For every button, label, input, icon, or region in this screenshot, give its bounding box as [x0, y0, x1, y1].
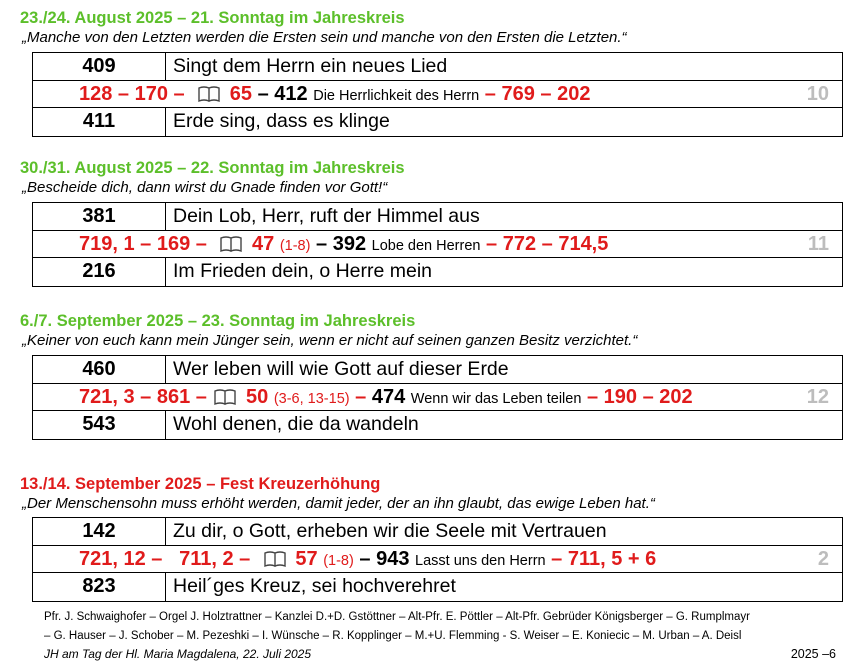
section-heading: 23./24. August 2025 – 21. Sonntag im Jahreskreis — [20, 9, 405, 27]
section-heading: 6./7. September 2025 – 23. Sonntag im Jahreskreis — [20, 312, 416, 330]
sequence-post: – 711, 5 + 6 — [551, 547, 657, 570]
page-number: 2025 –6 — [790, 647, 836, 661]
psalm-number: 65 — [229, 82, 253, 105]
credits — [44, 608, 844, 646]
open-book-icon — [198, 83, 220, 110]
section-quote: „Manche von den Letzten werden die Ersten sein und manche von den Ersten die Letzten.“ — [22, 29, 627, 46]
song-number: 543 — [33, 411, 166, 439]
song-title: Singt dem Herrn ein neues Lied — [173, 55, 448, 77]
week-number: 10 — [806, 82, 829, 105]
week-number: 11 — [807, 232, 829, 255]
main-song-title: Wenn wir das Leben teilen — [410, 390, 582, 407]
song-sequence — [79, 546, 656, 575]
song-number: 216 — [33, 258, 166, 286]
footer-author-date: JH am Tag der Hl. Maria Magdalena, 22. Juli 2025 — [44, 647, 312, 661]
table-row — [33, 108, 842, 136]
section-quote: „Der Menschensohn muss erhöht werden, damit jeder, der an ihn glaubt, das ewige Leben hat.“ — [22, 495, 655, 512]
sequence-post: – 190 – 202 — [586, 385, 693, 408]
open-book-icon — [214, 386, 236, 413]
song-number: 381 — [33, 203, 166, 230]
sequence-dash: – — [257, 82, 269, 105]
week-number: 2 — [817, 547, 829, 570]
section-2 — [20, 158, 850, 197]
table-row — [33, 518, 842, 546]
sequence-post: – 769 – 202 — [484, 82, 591, 105]
song-title: Wohl denen, die da wandeln — [173, 413, 419, 435]
song-number: 460 — [33, 356, 166, 383]
psalm-number: 57 — [295, 547, 318, 570]
sequence-dash: – — [316, 232, 328, 255]
sequence-pre: 721, 12 – 711, 2 – — [79, 547, 251, 570]
sequence-post: – 772 – 714,5 — [486, 232, 609, 255]
song-table-2 — [32, 202, 843, 287]
credits-line-2: – G. Hauser – J. Schober – M. Pezeshki – I. Wünsche – R. Kopplinger – M.+U. Flemming - S. Weiser – E. Koniecic – M. Urban – A. Deisl — [44, 630, 742, 642]
table-row — [33, 203, 842, 231]
table-row — [33, 546, 842, 574]
open-book-icon — [220, 233, 242, 260]
main-song-title: Lasst uns den Herrn — [415, 552, 546, 569]
week-number: 12 — [806, 385, 829, 408]
main-song-number: 474 — [371, 385, 406, 408]
section-heading: 30./31. August 2025 – 22. Sonntag im Jahreskreis — [20, 159, 405, 177]
sequence-dash: – — [359, 547, 371, 570]
section-3 — [20, 311, 850, 350]
song-title: Heil´ges Kreuz, sei hochverehret — [173, 575, 456, 597]
sequence-pre: 128 – 170 – — [79, 82, 185, 105]
psalm-number: 47 — [252, 232, 275, 255]
psalm-verses: (3-6, 13-15) — [273, 390, 350, 407]
psalm-number: 50 — [246, 385, 269, 408]
main-song-number: 392 — [332, 232, 367, 255]
sequence-pre: 719, 1 – 169 – — [79, 232, 207, 255]
sequence-dash: – — [355, 385, 367, 408]
song-title: Dein Lob, Herr, ruft der Himmel aus — [173, 205, 480, 227]
main-song-title: Die Herrlichkeit des Herrn — [313, 87, 480, 104]
table-row — [33, 384, 842, 412]
song-sequence — [79, 81, 590, 110]
main-song-number: 943 — [376, 547, 410, 570]
section-quote: „Keiner von euch kann mein Jünger sein, wenn er nicht auf seinen ganzen Besitz verzichtet.“ — [22, 332, 638, 349]
sequence-pre: 721, 3 – 861 – — [79, 385, 207, 408]
main-song-title: Lobe den Herren — [371, 237, 481, 254]
song-number: 411 — [33, 108, 166, 136]
table-row — [33, 411, 842, 439]
song-sequence — [79, 384, 693, 413]
song-number: 142 — [33, 518, 166, 545]
table-row — [33, 53, 842, 81]
song-title: Wer leben will wie Gott auf dieser Erde — [173, 358, 509, 380]
song-number: 409 — [33, 53, 166, 80]
table-row — [33, 231, 842, 259]
song-title: Im Frieden dein, o Herre mein — [173, 260, 433, 282]
table-row — [33, 258, 842, 286]
song-table-3 — [32, 355, 843, 440]
table-row — [33, 356, 842, 384]
section-1 — [20, 8, 850, 47]
psalm-verses: (1-8) — [279, 237, 311, 254]
song-number: 823 — [33, 573, 166, 601]
song-title: Zu dir, o Gott, erheben wir die Seele mit Vertrauen — [173, 520, 607, 542]
section-heading: 13./14. September 2025 – Fest Kreuzerhöhung — [20, 475, 381, 493]
table-row — [33, 81, 842, 109]
song-table-1 — [32, 52, 843, 137]
open-book-icon — [264, 548, 286, 575]
credits-line-1: Pfr. J. Schwaighofer – Orgel J. Holztrattner – Kanzlei D.+D. Gstöttner – Alt-Pfr. E. Pöttler – Alt-Pfr. Gebrüder Königsberger – G. Rumplmayr — [44, 611, 750, 623]
section-4 — [20, 474, 850, 513]
main-song-number: 412 — [274, 82, 308, 105]
psalm-verses: (1-8) — [323, 552, 354, 569]
song-table-4 — [32, 517, 843, 602]
table-row — [33, 573, 842, 601]
section-quote: „Bescheide dich, dann wirst du Gnade finden vor Gott!“ — [22, 179, 388, 196]
song-sequence — [79, 231, 608, 260]
song-title: Erde sing, dass es klinge — [173, 110, 390, 132]
